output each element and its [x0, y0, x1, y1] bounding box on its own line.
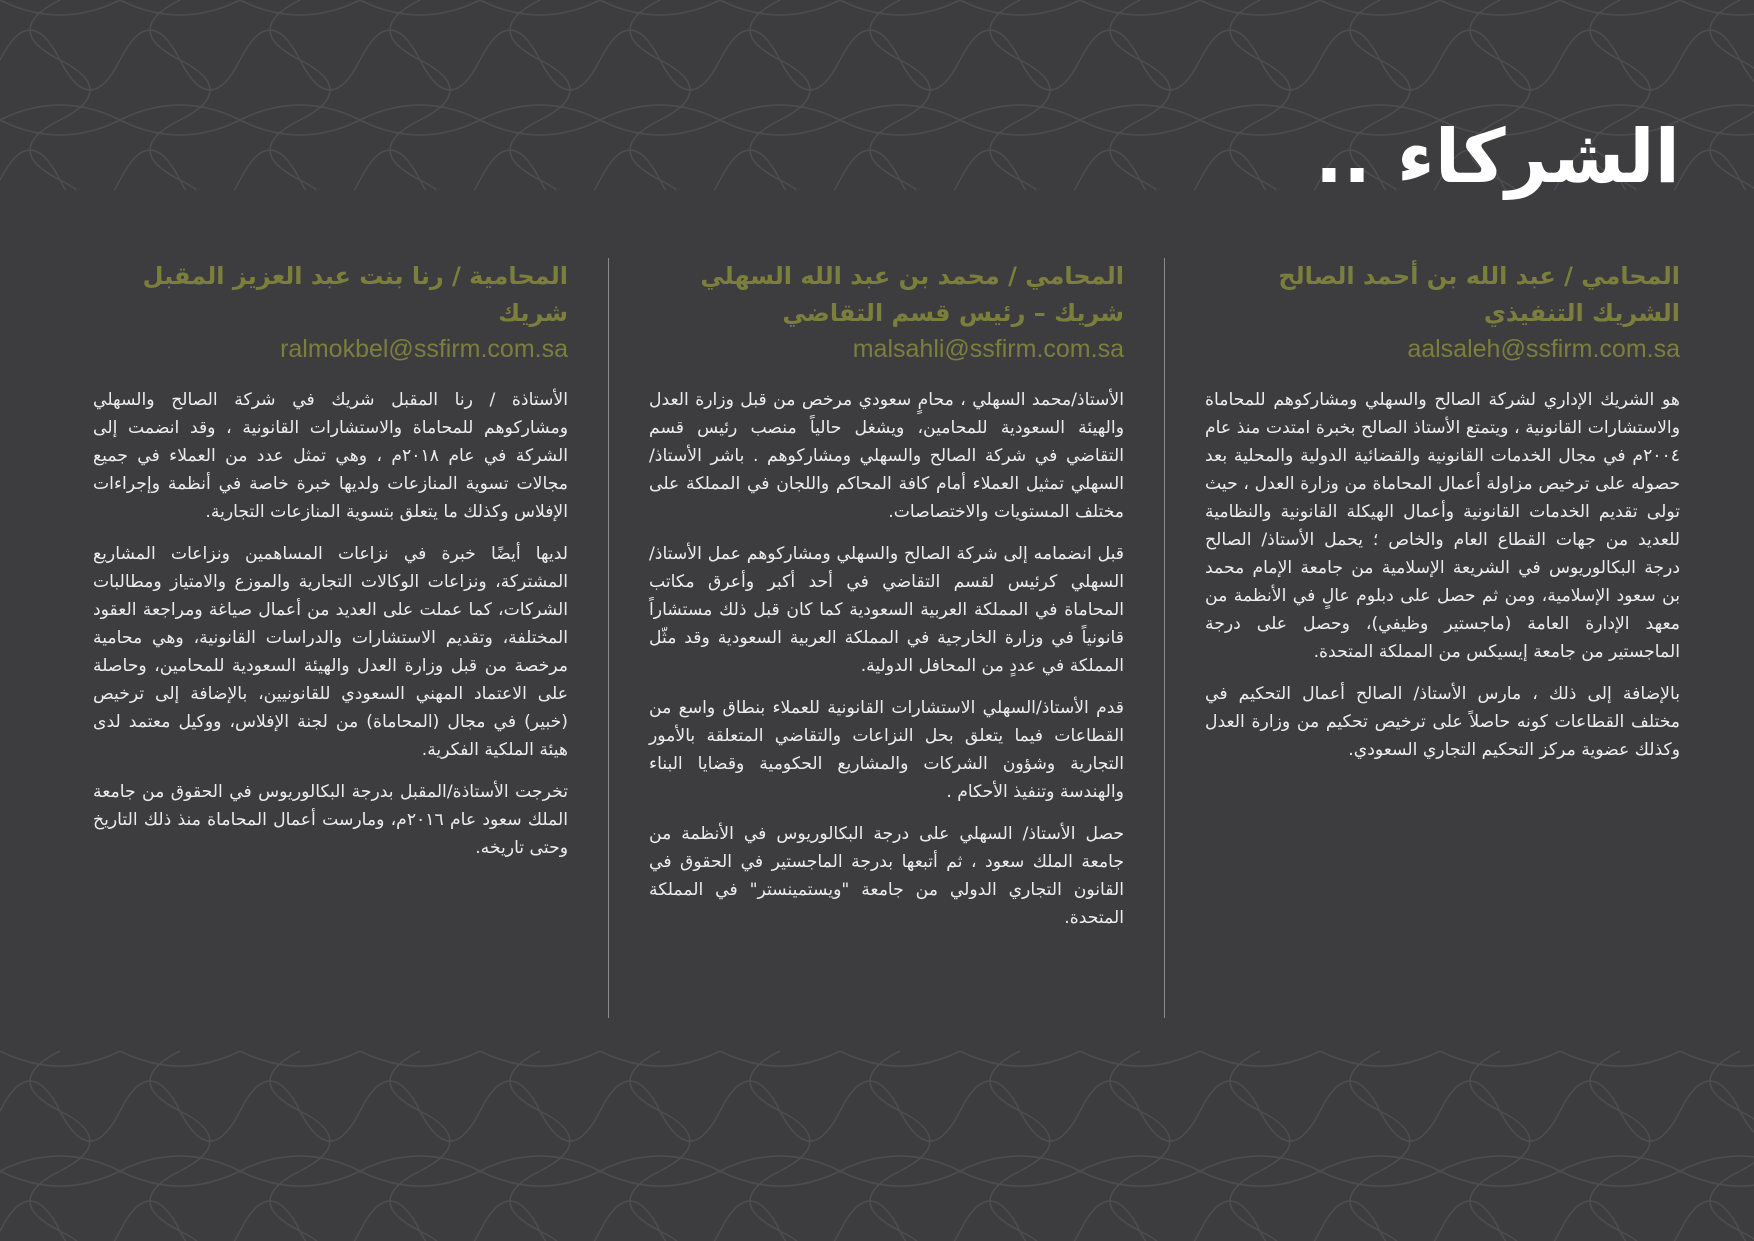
bio-paragraph: الأستاذ/محمد السهلي ، محامٍ سعودي مرخص من قبل وزارة العدل والهيئة السعودية للمحامين، ويشغل حالياً منصب رئيس قسم التقاضي في شركة الصالح والسهلي ومشاركوهم . باشر الأستاذ/ السهلي تمثيل العملاء أمام كافة المحاكم واللجان في المملكة على مختلف المستويات والاختصاصات. [649, 390, 1124, 522]
bio-paragraph: حصل الأستاذ/ السهلي على درجة البكالوريوس في الأنظمة من جامعة الملك سعود ، ثم أتبعها بدرجة الماجستير في الحقوق في القانون التجاري الدولي من جامعة "ويستمينستر" في المملكة المتحدة. [649, 824, 1124, 928]
bio-paragraph: بالإضافة إلى ذلك ، مارس الأستاذ/ الصالح أعمال التحكيم في مختلف القطاعات كونه حاصلاً على ترخيص تحكيم من وزارة العدل وكذلك عضوية مركز التحكيم التجاري السعودي. [1205, 684, 1680, 760]
partner-role-line: شريك – رئيس قسم التقاضي [782, 299, 1124, 327]
partner-bio [649, 386, 1124, 932]
partner-email[interactable]: ralmokbel@ssfirm.com.sa [280, 335, 568, 363]
bio-paragraph: قدم الأستاذ/السهلي الاستشارات القانونية للعملاء بنطاق واسع من القطاعات فيما يتعلق بحل النزاعات والتقاضي المتعلقة بالأمور التجارية وشؤون الشركات والمشاريع الحكومية وقضايا البناء والهندسة وتنفيذ الأحكام . [649, 698, 1124, 802]
column-divider [608, 258, 609, 1018]
partners-columns [73, 258, 1680, 1018]
bio-paragraph: قبل انضمامه إلى شركة الصالح والسهلي ومشاركوهم عمل الأستاذ/ السهلي كرئيس لقسم التقاضي في أحد أكبر وأعرق مكاتب المحاماة في المملكة العربية السعودية كما كان قبل ذلك مستشاراً قانونياً في وزارة الخارجية في المملكة العربية السعودية وقد مثّل المملكة في عددٍ من المحافل الدولية. [649, 544, 1124, 676]
partner-name [649, 258, 1124, 332]
bio-paragraph: لديها أيضًا خبرة في نزاعات المساهمين ونزاعات المشاريع المشتركة، ونزاعات الوكالات التجارية والموزع والامتياز ومطالبات الشركات، كما عملت على العديد من أعمال صياغة ومراجعة العقود المختلفة، وتقديم الاستشارات والدراسات القانونية، وهي محامية مرخصة من قبل وزارة العدل والهيئة السعودية للمحامين، وحاصلة على الاعتماد المهني السعودي للقانونيين، بالإضافة إلى ترخيص (خبير) في مجال (المحاماة) من لجنة الإفلاس، ووكيل معتمد لدى هيئة الملكية الفكرية. [93, 544, 568, 760]
partner-name-line: المحامي / محمد بن عبد الله السهلي [700, 262, 1124, 290]
partner-name [1205, 258, 1680, 332]
partner-role-line: شريك [498, 299, 568, 327]
partner-role-line: الشريك التنفيذي [1483, 299, 1680, 327]
partner-name-line: المحامي / عبد الله بن أحمد الصالح [1278, 262, 1680, 290]
partner-bio [93, 386, 568, 862]
partner-email[interactable]: aalsaleh@ssfirm.com.sa [1407, 335, 1680, 363]
partner-card-almokbel [93, 258, 568, 1018]
bio-paragraph: تخرجت الأستاذة/المقبل بدرجة البكالوريوس في الحقوق من جامعة الملك سعود عام ٢٠١٦م، ومارست أعمال المحاماة منذ ذلك التاريخ وحتى تاريخه. [93, 782, 568, 858]
bio-paragraph: هو الشريك الإداري لشركة الصالح والسهلي ومشاركوهم للمحاماة والاستشارات القانونية ، ويتمتع الأستاذ الصالح بخبرة امتدت منذ عام ٢٠٠٤م في مجال الخدمات القانونية والقضائية الدولية والمحلية بعد حصوله على ترخيص مزاولة أعمال المحاماة من وزارة العدل ، حيث تولى تقديم الخدمات القانونية وأعمال الهيكلة القانونية والنظامية للعديد من جهات القطاع العام والخاص ؛ يحمل الأستاذ/ الصالح درجة البكالوريوس في الشريعة الإسلامية من جامعة الإمام محمد بن سعود الإسلامية، ومن ثم حصل على دبلوم عالٍ في الأنظمة من معهد الإدارة العامة (ماجستير وظيفي)، وحصل على درجة الماجستير من جامعة إيسيكس من المملكة المتحدة. [1205, 390, 1680, 662]
partner-bio [1205, 386, 1680, 764]
partner-name [93, 258, 568, 332]
partner-card-alsahli [649, 258, 1124, 1018]
column-divider [1164, 258, 1165, 1018]
partner-card-alsaleh [1205, 258, 1680, 1018]
decorative-pattern-bottom [0, 1051, 1754, 1241]
bio-paragraph: الأستاذة / رنا المقبل شريك في شركة الصالح والسهلي ومشاركوهم للمحاماة والاستشارات القانونية ، وقد انضمت إلى الشركة في عام ٢٠١٨م ، وهي تمثل عدد من العملاء في جميع مجالات تسوية المنازعات ولديها خبرة خاصة في أنظمة وإجراءات الإفلاس وكذلك ما يتعلق بتسوية المنازعات التجارية. [93, 390, 568, 522]
partner-email[interactable]: malsahli@ssfirm.com.sa [852, 335, 1124, 363]
partner-name-line: المحامية / رنا بنت عبد العزيز المقبل [142, 262, 568, 290]
page-title: الشركاء .. [1314, 114, 1680, 200]
